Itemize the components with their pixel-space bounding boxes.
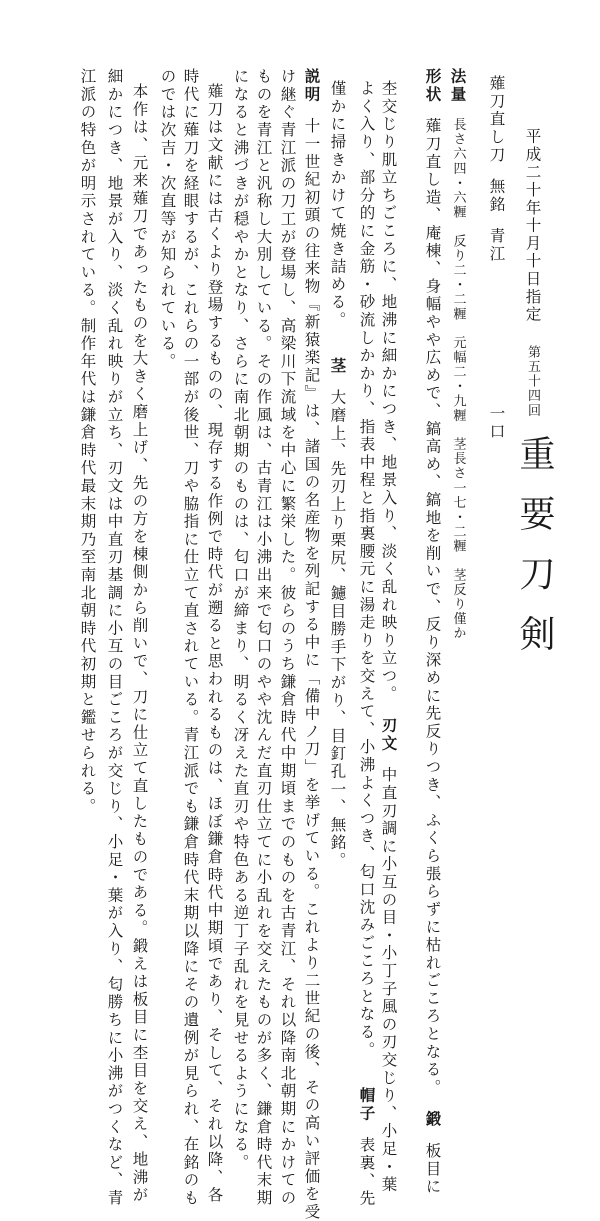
- forging-text-1: 板目に: [423, 1142, 442, 1196]
- forging-label: 鍛: [423, 1110, 443, 1129]
- page-title: 重要刀剣: [514, 435, 555, 675]
- hamon-text-2: よく入り、部分的に金筋・砂流しかかり、指表中程と指裏腰元に湯走りを交えて、小沸よくつき、匂口沈みごころとなる。: [357, 80, 376, 1059]
- forging-text-2: 杢交じり肌立ちごころに、地沸に細かにつき、地景入り、淡く乱れ映り立つ。: [379, 80, 398, 703]
- explanation-line-3: ものを青江と汎称し大別している。その作風は、古青江は小沸出来で匂口のやや沈んだ直刃仕立てに小乱れを交えたものが多く、鎌倉時代末期: [254, 68, 273, 1208]
- boshi-text-2: 僅かに掃きかけて焼き詰める。: [328, 80, 347, 330]
- forging-hamon-line: [380, 80, 397, 1194]
- explanation-line-10: 江派の特色が明示されている。制作年代は鎌倉時代最末期乃至南北朝時代初期と鑑せられる。: [78, 68, 97, 816]
- boshi-nakago-line: [329, 80, 346, 870]
- signature: 無銘: [487, 178, 506, 214]
- explanation-line-7: のでは次吉・次直等が知られている。: [158, 68, 177, 371]
- dimensions-line: [449, 68, 466, 641]
- hamon-label: 刃文: [379, 717, 399, 753]
- explanation-line-4: になると沸づきが穏やかとなり、さらに南北朝期のものは、匂口が締まり、明るく冴えた直刃や特色ある逆丁子乱れを見せるようになる。: [231, 68, 250, 1172]
- explanation-line-9: 細かにつき、地景が入り、淡く乱れ映りが立ち、刃文は中直刃基調に小互の目ごころが交じり、小足・葉が入り、匂勝ちに小沸がつくなど、青: [105, 68, 124, 1208]
- tang-length: 茎長さ一七・二糎: [450, 437, 466, 554]
- designation-date: 平成二十年十月十日指定: [523, 128, 542, 324]
- explanation-line-6: 時代に薙刀を経眼するが、これらの一部が後世、刀や脇指に仕立て直されている。青江派でも鎌倉時代末期以降にその遺例が見られ、在銘のも: [181, 68, 200, 1208]
- explanation-line-1: [303, 68, 320, 1221]
- shape-label: 形状: [423, 68, 443, 104]
- school: 青江: [487, 227, 506, 264]
- explanation-line-8: 本作は、元来薙刀であったものを大きく磨上げ、先の方を棟側から削いで、刀に仕立て直したものである。鍛えは板目に杢目を交え、地沸が: [130, 83, 149, 1205]
- boshi-text-1: 表裏、先: [357, 1136, 376, 1208]
- explanation-line-2: け継ぐ青江派の刀工が登場し、高梁川下流域を中心に繁栄した。彼らのうち鎌倉時代中期頃までのものを古青江、それ以降南北朝期にかけての: [278, 68, 297, 1208]
- shape-line: [424, 68, 441, 1196]
- explanation-line-5: 薙刀は文献には古くより登場するものの、現存する作例で時代が遡ると思われるものは、ほぼ鎌倉時代中期頃であり、そして、それ以降、各: [205, 83, 224, 1205]
- explanation-text: 十一世紀初頭の往来物『新猿楽記』は、諸国の名産物を列記する中に「備中ノ刀」を挙げている。これより二世紀の後、その高い評価を受: [302, 117, 321, 1221]
- dimensions-label: 法量: [448, 68, 468, 104]
- item-count: 一口: [487, 405, 506, 441]
- session-number: 第五十四回: [525, 345, 540, 418]
- boshi-label: 帽子: [357, 1087, 377, 1123]
- explanation-label: 説明: [302, 68, 322, 104]
- tang-curvature: 茎反り僅か: [450, 567, 466, 641]
- item-name: 薙刀直し刀: [487, 75, 506, 164]
- nakago-text: 大磨上、先刃上り栗尻、鑢目勝手下がり、目釘孔一、無銘。: [328, 389, 347, 870]
- shape-text: 薙刀直し造、庵棟、身幅やや広めで、鎬高め、鎬地を削いで、反り深めに先反りつき、ふくら張らずに枯れごころとなる。: [423, 117, 442, 1097]
- curvature: 反り二・二糎: [450, 233, 466, 322]
- item-heading: [488, 75, 504, 263]
- hamon-text-1: 中直刃調に小互の目・小丁子風の刃交じり、小足・葉: [379, 766, 398, 1194]
- length: 長さ六四・六糎: [450, 117, 466, 220]
- nakago-label: 茎: [328, 357, 348, 376]
- hamon-boshi-line: [358, 80, 375, 1208]
- base-width: 元幅二・九糎: [450, 335, 466, 424]
